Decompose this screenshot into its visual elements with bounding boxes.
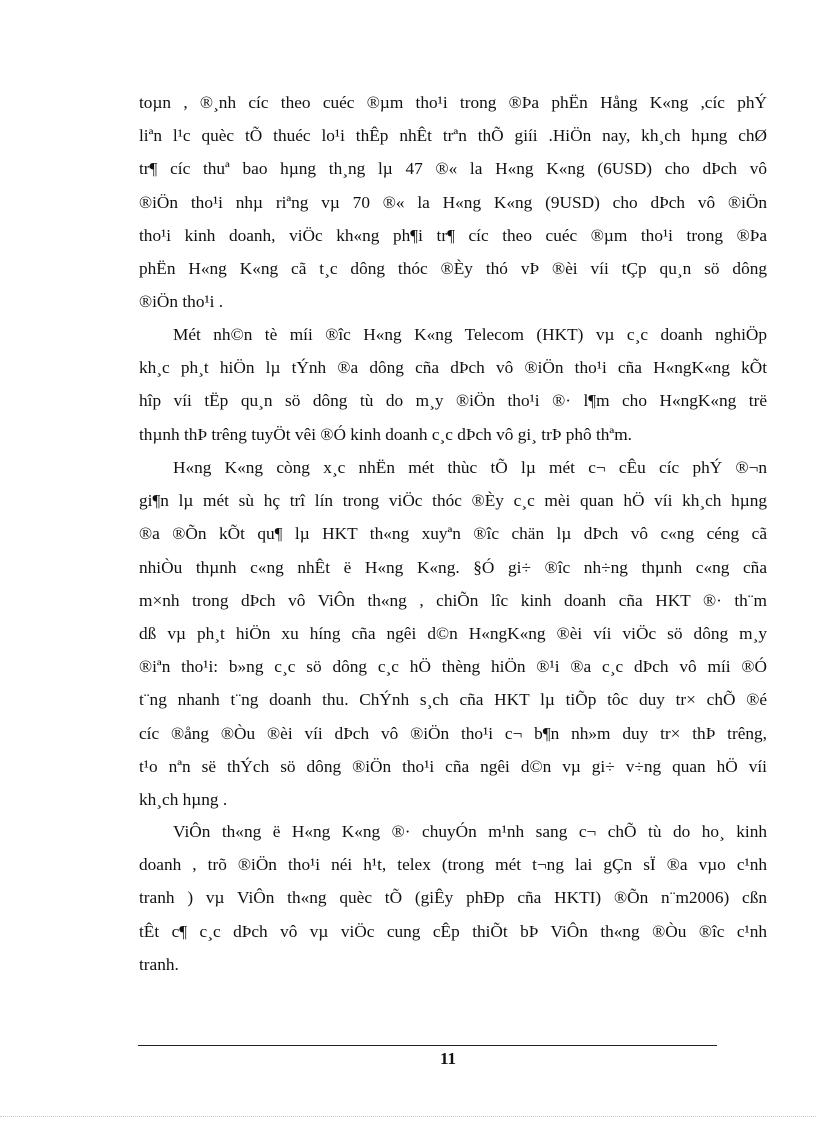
- page-bottom-border: [0, 1116, 816, 1117]
- text-line: kh¸c ph¸t hiÖn lµ tÝnh ®a dông cña dÞch vô ®iÖn tho¹i cña H«ngK«ng kÕt: [139, 358, 767, 378]
- paragraph-3: [139, 451, 767, 816]
- text-line: ®iÖn tho¹i nhµ riªng vµ 70 ®« la H«ng K«ng (9USD) cho dÞch vô ®iÖn: [139, 192, 767, 212]
- paragraph-4: [139, 815, 767, 981]
- text-line: ®a ®Õn kÕt qu¶ lµ HKT th«ng xuyªn ®îc chän lµ dÞch vô c«ng céng cã: [139, 524, 767, 544]
- text-line: thµnh thÞ trêng tuyÖt vêi ®Ó kinh doanh c¸c dÞch vô gi¸ trÞ phô thªm.: [139, 424, 632, 444]
- text-line: t¨ng nhanh t¨ng doanh thu. ChÝnh s¸ch cña HKT lµ tiÕp tôc duy tr× chÕ ®é: [139, 690, 767, 710]
- text-line: hîp víi tËp qu¸n sö dông tù do m¸y ®iÖn tho¹i ®· l¶m cho H«ngK«ng trë: [139, 391, 767, 411]
- text-line: cíc ®ång ®Òu ®èi víi dÞch vô ®iÖn tho¹i c¬ b¶n nh»m duy tr× thÞ trêng,: [139, 723, 767, 743]
- text-line: ViÔn th«ng ë H«ng K«ng ®· chuyÓn m¹nh sang c¬ chÕ tù do ho¸ kinh: [173, 822, 767, 841]
- text-line: tranh ) vµ ViÔn th«ng quèc tÕ (giÊy phÐp cña HKTI) ®Õn n¨m2006) cßn: [139, 888, 767, 908]
- text-line: kh¸ch hµng .: [139, 790, 228, 810]
- text-line: Mét nh©n tè míi ®îc H«ng K«ng Telecom (HKT) vµ c¸c doanh nghiÖp: [173, 325, 767, 344]
- text-line: t¹o nªn së thÝch sö dông ®iÖn tho¹i cña ngêi d©n vµ gi÷ v÷ng quan hÖ víi: [139, 756, 767, 776]
- text-line: tho¹i kinh doanh, viÖc kh«ng ph¶i tr¶ cíc theo cuéc ®µm tho¹i trong ®Þa: [139, 225, 767, 245]
- paragraph-1: [139, 86, 767, 318]
- text-line: dß vµ ph¸t hiÖn xu híng cña ngêi d©n H«ngK«ng ®èi víi viÖc sö dông m¸y: [139, 624, 767, 644]
- paragraph-2: [139, 318, 767, 451]
- text-line: tÊt c¶ c¸c dÞch vô vµ viÖc cung cÊp thiÕt bÞ ViÔn th«ng ®Òu ®îc c¹nh: [139, 921, 767, 941]
- text-line: tranh.: [139, 954, 179, 974]
- text-line: tr¶ cíc thuª bao hµng th¸ng lµ 47 ®« la H«ng K«ng (6USD) cho dÞch vô: [139, 159, 767, 179]
- text-line: ®iªn tho¹i: b»ng c¸c sö dông c¸c hÖ thèng hiÖn ®¹i ®a c¸c dÞch vô míi ®Ó: [139, 657, 767, 677]
- text-line: phËn H«ng K«ng cã t¸c dông thóc ®Èy thó vÞ ®èi víi tÇp qu¸n sö dông: [139, 259, 767, 279]
- text-line: H«ng K«ng còng x¸c nhËn mét thùc tÕ lµ mét c¬ cÊu cíc phÝ ®¬n: [173, 458, 767, 477]
- text-line: gi¶n lµ mét sù hç trî lín trong viÖc thóc ®Èy c¸c mèi quan hÖ víi kh¸ch hµng: [139, 491, 767, 511]
- text-line: toµn , ®¸nh cíc theo cuéc ®µm tho¹i trong ®Þa phËn Hång K«ng ,cíc phÝ: [139, 93, 767, 112]
- text-line: doanh , trõ ®iÖn tho¹i néi h¹t, telex (trong mét t¬ng lai gÇn sÏ ®a vµo c¹nh: [139, 855, 767, 875]
- page-number: 11: [439, 1049, 457, 1068]
- text-line: liªn l¹c quèc tÕ thuéc lo¹i thÊp nhÊt trªn thÕ giíi .HiÖn nay, kh¸ch hµng chØ: [139, 126, 767, 146]
- text-line: ®iÖn tho¹i .: [139, 292, 224, 312]
- text-line: nhiÒu thµnh c«ng nhÊt ë H«ng K«ng. §Ó gi÷ ®îc nh÷ng thµnh c«ng cña: [139, 557, 767, 577]
- text-line: m×nh trong dÞch vô ViÔn th«ng , chiÕn lîc kinh doanh cña HKT ®· th¨m: [139, 590, 767, 610]
- footer-divider: [138, 1045, 717, 1046]
